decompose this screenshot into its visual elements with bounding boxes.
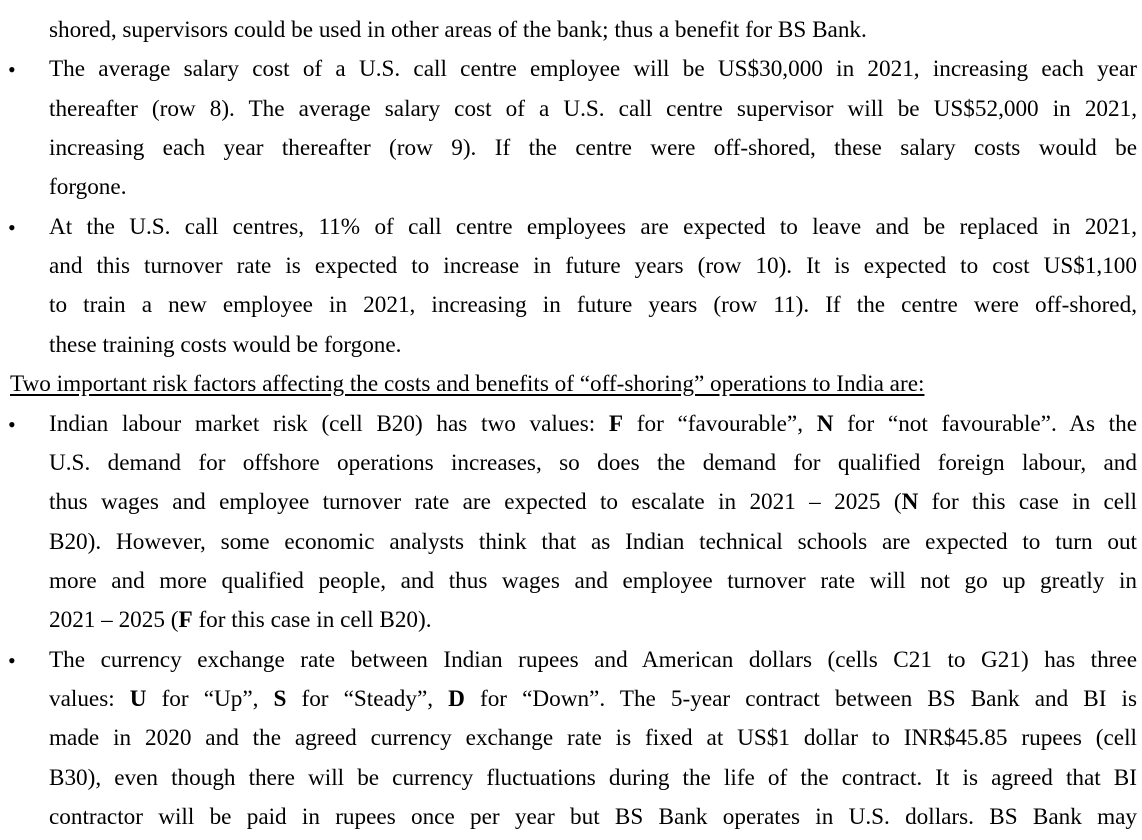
section-heading: Two important risk factors affecting the costs and benefits of “off-shoring” operations to India are: bbox=[10, 371, 925, 397]
bullet1-line-1: The average salary cost of a U.S. call centre employee will be US$30,000 in 2021, increasing each year bbox=[49, 56, 1137, 82]
bullet-icon: • bbox=[8, 412, 16, 437]
bullet-icon: • bbox=[8, 215, 16, 240]
bullet2-line-4: these training costs would be forgone. bbox=[49, 332, 402, 358]
text-run: Indian labour market risk (cell B20) has two values: bbox=[49, 411, 609, 437]
text-run: for “Steady”, bbox=[286, 686, 449, 712]
bullet1-line-2: thereafter (row 8). The average salary cost of a U.S. call centre supervisor will be US$52,000 in 2021, bbox=[49, 96, 1137, 122]
code-d: D bbox=[448, 686, 465, 712]
bullet3-line-5: more and more qualified people, and thus wages and employee turnover rate will not go up greatly in bbox=[49, 568, 1137, 594]
bullet3-line-3 bbox=[49, 483, 1137, 522]
code-f: F bbox=[608, 411, 624, 437]
bullet2-line-1: At the U.S. call centres, 11% of call centre employees are expected to leave and be replaced in 2021, bbox=[49, 214, 1137, 240]
bullet3-line-2: U.S. demand for offshore operations increases, so does the demand for qualified foreign labour, and bbox=[49, 450, 1137, 476]
bullet4-line-1: The currency exchange rate between Indian rupees and American dollars (cells C21 to G21) has three bbox=[49, 647, 1137, 673]
text-run: for “favourable”, bbox=[623, 411, 817, 437]
code-n: N bbox=[816, 411, 834, 437]
bullet2-line-2: and this turnover rate is expected to increase in future years (row 10). It is expected to cost US$1,100 bbox=[49, 253, 1137, 279]
intro-line-1: shored, supervisors could be used in other areas of the bank; thus a benefit for BS Bank. bbox=[49, 17, 867, 43]
text-run: for “not favourable”. As the bbox=[833, 411, 1137, 437]
bullet4-line-4: B30), even though there will be currency fluctuations during the life of the contract. It is agreed that BI bbox=[49, 765, 1137, 791]
bullet4-line-3: made in 2020 and the agreed currency exchange rate is fixed at US$1 dollar to INR$45.85 rupees (cell bbox=[49, 725, 1137, 751]
bullet4-line-2 bbox=[49, 680, 1137, 719]
text-run: for this case in cell bbox=[918, 489, 1137, 515]
bullet3-line-4: B20). However, some economic analysts think that as Indian technical schools are expected to turn out bbox=[49, 529, 1137, 555]
text-run: thus wages and employee turnover rate are expected to escalate in 2021 – 2025 ( bbox=[49, 489, 902, 515]
code-n: N bbox=[901, 489, 919, 515]
text-run: for this case in cell B20). bbox=[192, 607, 432, 633]
text-run: values: bbox=[49, 686, 130, 712]
bullet3-line-6 bbox=[49, 601, 1137, 640]
text-run: for “Down”. The 5-year contract between BS Bank and BI is bbox=[464, 686, 1137, 712]
bullet1-line-3: increasing each year thereafter (row 9). If the centre were off-shored, these salary costs would be bbox=[49, 135, 1137, 161]
code-f: F bbox=[178, 607, 193, 633]
code-u: U bbox=[129, 686, 147, 712]
bullet1-line-4: forgone. bbox=[49, 174, 127, 200]
bullet-icon: • bbox=[8, 648, 16, 673]
bullet3-line-1 bbox=[49, 405, 1137, 444]
text-run: for “Up”, bbox=[146, 686, 274, 712]
bullet2-line-3: to train a new employee in 2021, increasing in future years (row 11). If the centre were off-shored, bbox=[49, 292, 1137, 318]
bullet4-line-5: contractor will be paid in rupees once per year but BS Bank operates in U.S. dollars. BS Bank may bbox=[49, 804, 1137, 830]
text-run: 2021 – 2025 ( bbox=[49, 607, 179, 633]
code-s: S bbox=[273, 686, 287, 712]
bullet-icon: • bbox=[8, 57, 16, 82]
